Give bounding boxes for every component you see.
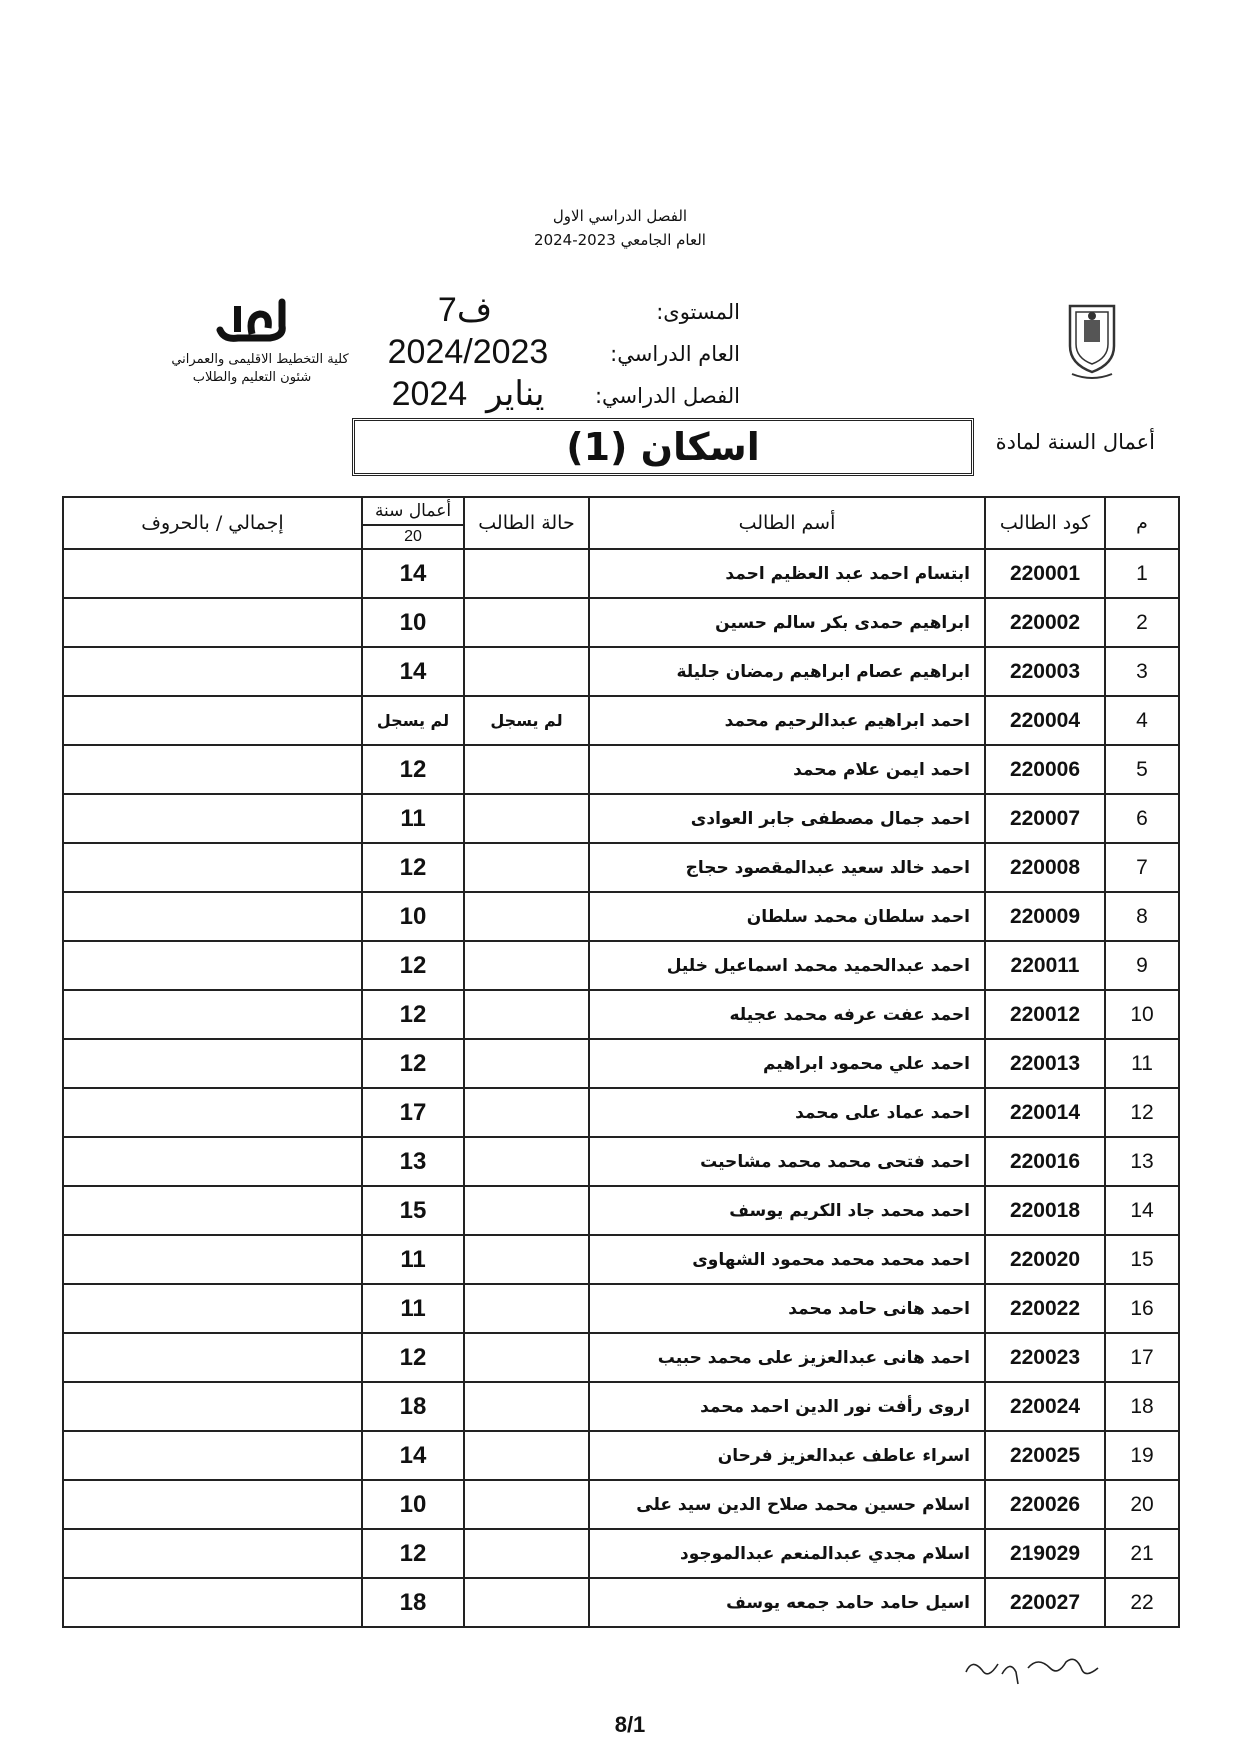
table-row [63,1480,1179,1529]
header-status: حالة الطالب [464,497,589,549]
cell-no: 7 [1105,843,1179,892]
table-row [63,1235,1179,1284]
cell-status [464,892,589,941]
cell-no: 13 [1105,1137,1179,1186]
header-total: إجمالي / بالحروف [63,497,362,549]
cell-score: 12 [362,941,464,990]
cell-total [63,1480,362,1529]
cell-name: احمد ابراهيم عبدالرحيم محمد [589,696,985,745]
college-office: شئون التعليم والطلاب [192,370,312,385]
cell-total [63,1333,362,1382]
cell-score: 10 [362,598,464,647]
cell-no: 19 [1105,1431,1179,1480]
cell-status [464,1039,589,1088]
academic-year-line: العام الجامعي 2023-2024 [534,231,706,249]
cell-no: 3 [1105,647,1179,696]
cell-score: 12 [362,745,464,794]
cell-status [464,647,589,696]
cell-no: 2 [1105,598,1179,647]
cell-no: 9 [1105,941,1179,990]
cell-total [63,598,362,647]
cell-no: 6 [1105,794,1179,843]
cell-name: اسيل حامد حامد جمعه يوسف [589,1578,985,1627]
cell-total [63,843,362,892]
subject-name: اسكان (1) [352,418,974,476]
table-row [63,1529,1179,1578]
header-no: م [1105,497,1179,549]
cell-status [464,1137,589,1186]
cell-code: 220026 [985,1480,1105,1529]
cell-score: 18 [362,1578,464,1627]
cell-status [464,1431,589,1480]
cell-total [63,696,362,745]
table-row [63,1284,1179,1333]
cell-score: 12 [362,990,464,1039]
cell-score: 10 [362,1480,464,1529]
cell-status [464,1088,589,1137]
cell-code: 220027 [985,1578,1105,1627]
cell-score: لم يسجل [362,696,464,745]
cell-score: 12 [362,1529,464,1578]
page-number: 8/1 [614,1712,646,1737]
signature-icon [958,1650,1108,1690]
college-name: كلية التخطيط الاقليمى والعمراني [171,352,349,367]
cell-code: 220024 [985,1382,1105,1431]
cell-code: 220011 [985,941,1105,990]
cell-status [464,1578,589,1627]
cell-score: 11 [362,1235,464,1284]
cell-name: احمد محمد محمد محمود الشهاوى [589,1235,985,1284]
cell-no: 18 [1105,1382,1179,1431]
year-label: العام الدراسي: [610,342,740,366]
cell-code: 220025 [985,1431,1105,1480]
table-row [63,941,1179,990]
cell-score: 11 [362,794,464,843]
cell-no: 1 [1105,549,1179,598]
table-row [63,598,1179,647]
table-row [63,1431,1179,1480]
cell-total [63,1039,362,1088]
cell-score: 12 [362,1039,464,1088]
table-row [63,647,1179,696]
table-row [63,745,1179,794]
header-score [362,497,464,549]
cell-status [464,1529,589,1578]
cell-no: 17 [1105,1333,1179,1382]
table-row [63,843,1179,892]
cell-code: 220009 [985,892,1105,941]
cell-no: 16 [1105,1284,1179,1333]
cell-name: احمد جمال مصطفى جابر العوادى [589,794,985,843]
cell-total [63,1578,362,1627]
cell-code: 220014 [985,1088,1105,1137]
cell-status [464,1186,589,1235]
cell-score: 10 [362,892,464,941]
level-label: المستوى: [656,300,740,324]
cell-name: اسلام حسين محمد صلاح الدين سيد على [589,1480,985,1529]
cell-total [63,1235,362,1284]
cell-status [464,745,589,794]
grades-table [62,496,1180,1628]
term-label: الفصل الدراسي: [594,384,740,408]
cell-name: احمد عماد على محمد [589,1088,985,1137]
cell-total [63,745,362,794]
cell-score: 18 [362,1382,464,1431]
cell-total [63,794,362,843]
cell-total [63,1088,362,1137]
cell-total [63,1186,362,1235]
cell-no: 10 [1105,990,1179,1039]
semester-line: الفصل الدراسي الاول [552,207,688,225]
cell-status [464,598,589,647]
cell-name: ابتسام احمد عبد العظيم احمد [589,549,985,598]
cell-name: احمد علي محمود ابراهيم [589,1039,985,1088]
cell-name: احمد محمد جاد الكريم يوسف [589,1186,985,1235]
cell-code: 220016 [985,1137,1105,1186]
table-header-row [63,497,1179,549]
cell-code: 220020 [985,1235,1105,1284]
cell-status [464,1382,589,1431]
cell-status [464,794,589,843]
cell-score: 15 [362,1186,464,1235]
cell-no: 5 [1105,745,1179,794]
cell-name: احمد خالد سعيد عبدالمقصود حجاج [589,843,985,892]
cell-code: 219029 [985,1529,1105,1578]
cell-no: 20 [1105,1480,1179,1529]
cell-total [63,1382,362,1431]
table-row [63,892,1179,941]
cell-status [464,549,589,598]
cell-no: 8 [1105,892,1179,941]
cell-total [63,990,362,1039]
cell-name: احمد ايمن علام محمد [589,745,985,794]
college-logo-icon [212,296,292,346]
cell-no: 14 [1105,1186,1179,1235]
cell-code: 220018 [985,1186,1105,1235]
header-name: أسم الطالب [589,497,985,549]
table-row [63,1088,1179,1137]
table-row [63,990,1179,1039]
table-row [63,1333,1179,1382]
table-row [63,696,1179,745]
term-value: يناير 2024 [391,375,545,413]
cell-code: 220023 [985,1333,1105,1382]
table-row [63,1039,1179,1088]
header-code: كود الطالب [985,497,1105,549]
cell-name: ابراهيم عصام ابراهيم رمضان جليلة [589,647,985,696]
cell-total [63,1529,362,1578]
cell-no: 11 [1105,1039,1179,1088]
year-value: 2024/2023 [387,333,549,371]
cell-name: احمد عفت عرفه محمد عجيله [589,990,985,1039]
cell-code: 220022 [985,1284,1105,1333]
cell-name: احمد سلطان محمد سلطان [589,892,985,941]
cell-name: اروى رأفت نور الدين احمد محمد [589,1382,985,1431]
cell-total [63,892,362,941]
cell-total [63,1284,362,1333]
cell-status [464,1480,589,1529]
cell-no: 22 [1105,1578,1179,1627]
cell-no: 15 [1105,1235,1179,1284]
cell-status [464,1235,589,1284]
cell-total [63,941,362,990]
cell-name: احمد عبدالحميد محمد اسماعيل خليل [589,941,985,990]
table-row [63,1382,1179,1431]
table-row [63,1137,1179,1186]
cell-score: 13 [362,1137,464,1186]
cell-status [464,843,589,892]
cell-total [63,549,362,598]
cell-total [63,1431,362,1480]
header-score-label: أعمال سنة [363,498,463,526]
cell-status [464,1284,589,1333]
cell-score: 11 [362,1284,464,1333]
cell-code: 220013 [985,1039,1105,1088]
university-seal-icon [1062,300,1122,380]
header-score-max: 20 [404,528,422,545]
cell-name: ابراهيم حمدى بكر سالم حسين [589,598,985,647]
grades-table-body [63,549,1179,1627]
cell-code: 220002 [985,598,1105,647]
cell-code: 220004 [985,696,1105,745]
cell-status: لم يسجل [464,696,589,745]
cell-score: 14 [362,647,464,696]
cell-score: 14 [362,549,464,598]
cell-total [63,647,362,696]
cell-name: اسلام مجدي عبدالمنعم عبدالموجود [589,1529,985,1578]
cell-name: احمد هانى عبدالعزيز على محمد حبيب [589,1333,985,1382]
cell-score: 12 [362,843,464,892]
cell-no: 4 [1105,696,1179,745]
cell-total [63,1137,362,1186]
cell-code: 220012 [985,990,1105,1039]
cell-score: 12 [362,1333,464,1382]
cell-code: 220008 [985,843,1105,892]
cell-code: 220003 [985,647,1105,696]
cell-status [464,941,589,990]
cell-name: اسراء عاطف عبدالعزيز فرحان [589,1431,985,1480]
table-row [63,1186,1179,1235]
cell-score: 14 [362,1431,464,1480]
cell-name: احمد هانى حامد محمد [589,1284,985,1333]
cell-no: 12 [1105,1088,1179,1137]
cell-status [464,990,589,1039]
table-row [63,794,1179,843]
table-row [63,1578,1179,1627]
level-value: ف7 [437,291,493,329]
cell-name: احمد فتحى محمد محمد مشاحيت [589,1137,985,1186]
cell-score: 17 [362,1088,464,1137]
cell-status [464,1333,589,1382]
cell-code: 220006 [985,745,1105,794]
table-row [63,549,1179,598]
cell-code: 220001 [985,549,1105,598]
cell-no: 21 [1105,1529,1179,1578]
cell-code: 220007 [985,794,1105,843]
subject-caption: أعمال السنة لمادة [995,430,1155,454]
